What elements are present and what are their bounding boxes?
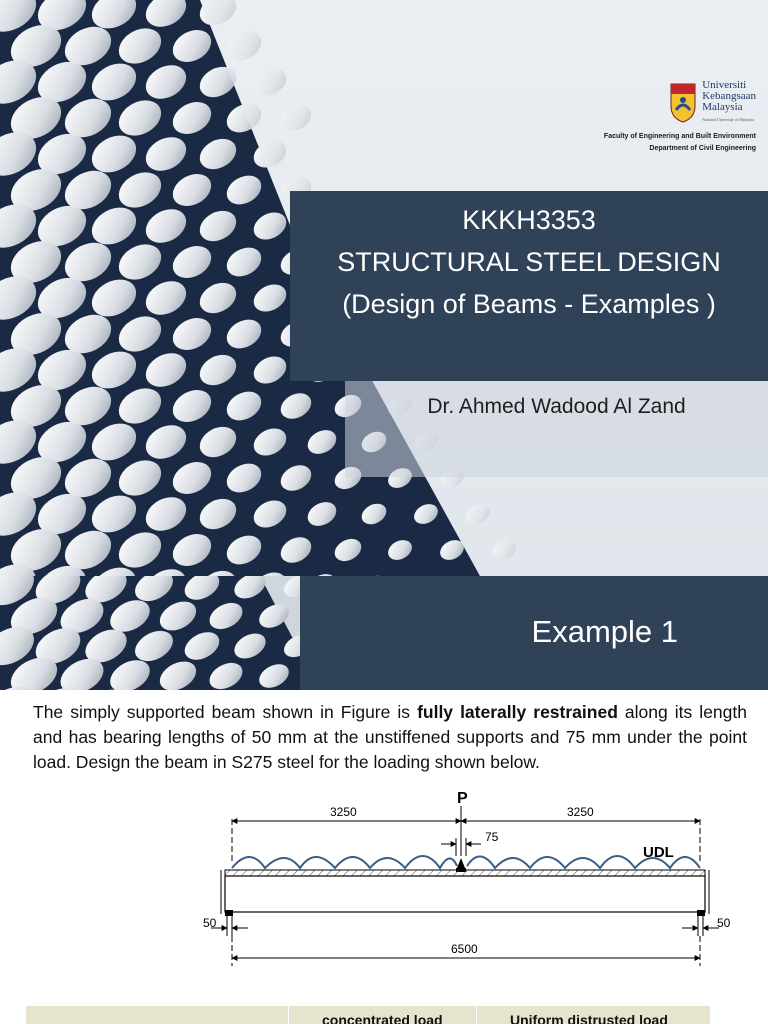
department-name: Department of Civil Engineering: [649, 145, 756, 152]
topic-title: (Design of Beams - Examples ): [342, 289, 716, 319]
faculty-name: Faculty of Engineering and Built Environment: [603, 133, 756, 140]
problem-text-bold: fully laterally restrained: [417, 702, 618, 722]
beam-diagram: [195, 786, 745, 976]
bearing-point-label: 75: [485, 830, 499, 844]
example-title: Example 1: [531, 614, 678, 649]
university-name-line1: Universiti: [702, 79, 747, 91]
problem-statement: [33, 700, 747, 775]
problem-text-part2: along its length and has bearing lengths of 50 mm at the unstiffened supports and 75 mm under the point load. Design the beam in S275 steel for the loading shown below.: [33, 702, 747, 772]
author-name: Dr. Ahmed Wadood Al Zand: [427, 395, 686, 418]
course-title: STRUCTURAL STEEL DESIGN: [337, 247, 721, 277]
example-header: [0, 576, 768, 690]
table-header-concentrated: concentrated load: [322, 1012, 443, 1024]
udl-label: UDL: [643, 844, 674, 861]
title-band: [290, 191, 768, 381]
table-header-udl: Uniform distrusted load: [510, 1012, 668, 1024]
university-crest-icon: [668, 82, 698, 124]
problem-text-part1: The simply supported beam shown in Figure is: [33, 702, 418, 722]
course-code: KKKH3353: [462, 205, 596, 235]
load-table-header: [26, 1006, 710, 1024]
author-band: [345, 381, 768, 477]
point-load-label: P: [457, 790, 468, 807]
university-name-line2: Kebangsaan: [702, 90, 756, 102]
bearing-left-label: 50: [203, 916, 217, 930]
example-title-band: [300, 576, 768, 690]
total-span-label: 6500: [451, 942, 478, 956]
bearing-right-label: 50: [717, 916, 731, 930]
university-logo-block: [546, 80, 756, 155]
span-left-label: 3250: [330, 805, 357, 819]
example-slide: [0, 576, 768, 1024]
span-right-label: 3250: [567, 805, 594, 819]
university-tagline: National University of Malaysia: [702, 117, 754, 122]
udl-load-line: [232, 856, 700, 868]
university-name-line3: Malaysia: [702, 101, 743, 113]
